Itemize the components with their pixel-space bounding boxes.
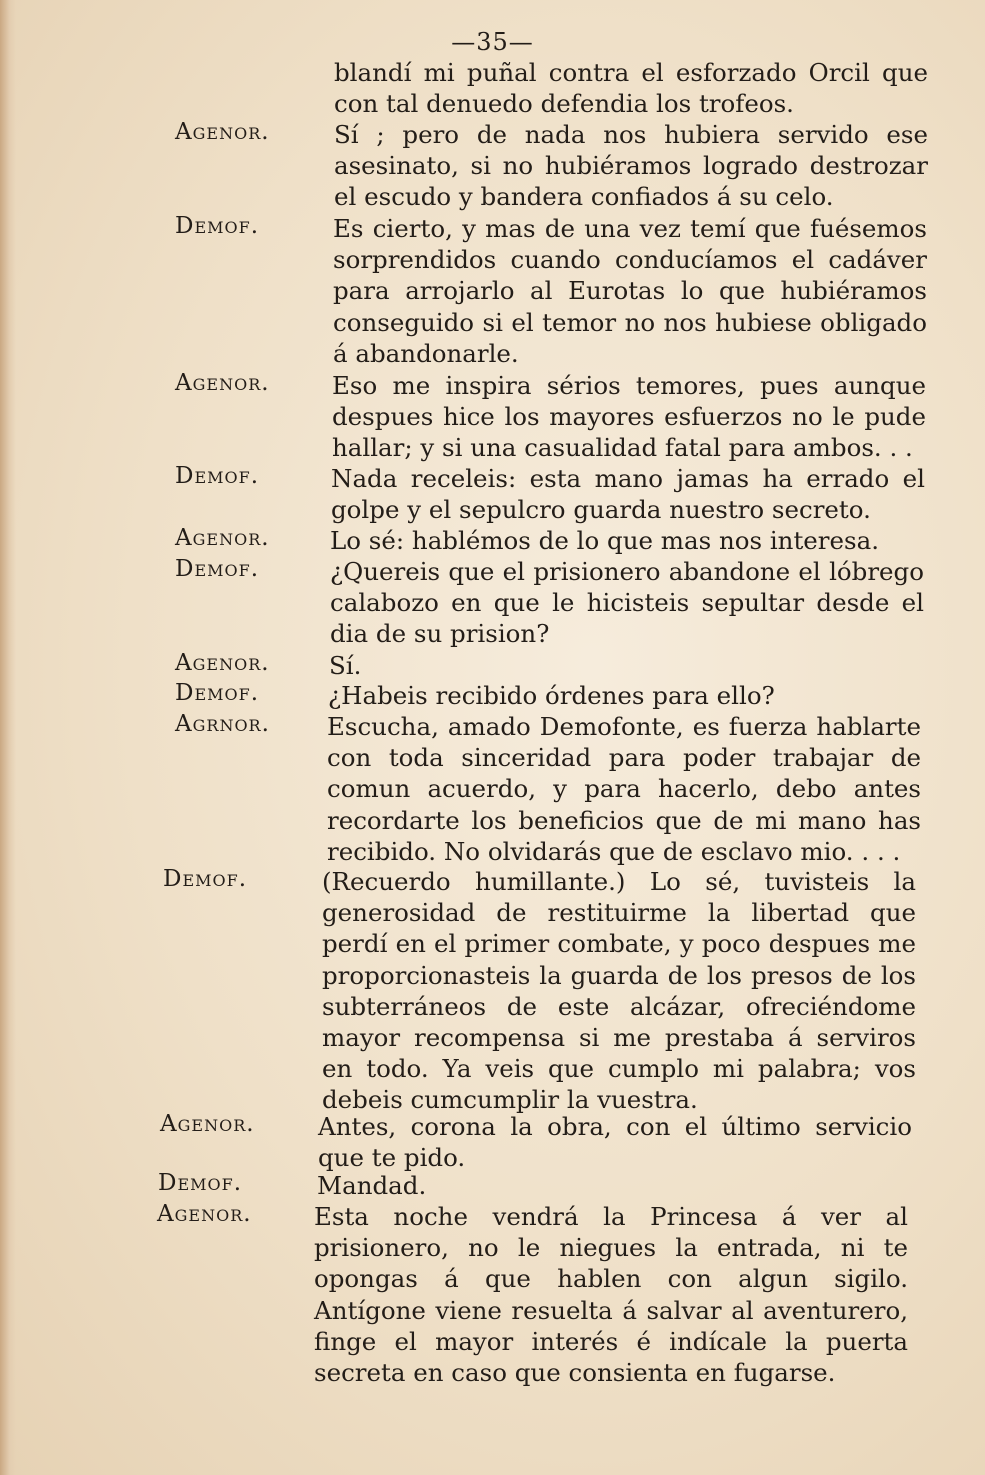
speech-text: Sí ; pero de nada nos hubiera servido ese asesinato, si no hubiéramos logrado destrozar el escudo y bandera confiados á su celo.	[334, 120, 928, 212]
speaker-name: Agenor.	[175, 650, 270, 676]
speech-text: Sí.	[329, 651, 362, 680]
speaker-name: Agrnor.	[175, 711, 270, 737]
speech-text: Lo sé: hablémos de lo que mas nos interesa.	[330, 526, 879, 555]
speech-text: Es cierto, y mas de una vez temí que fuésemos sorprendidos cuando conducíamos el cadáver para arrojarlo al Eurotas lo que hubiéramos conseguido si el temor no nos hubiese obligado á abandonarle.	[333, 214, 927, 368]
speech-text: Nada receleis: esta mano jamas ha errado el golpe y el sepulcro guarda nuestro secreto.	[331, 464, 925, 525]
speaker-name: Agenor.	[160, 1111, 255, 1137]
speech-text: (Recuerdo humillante.) Lo sé, tuvisteis la generosidad de restituirme la libertad que perdí en el primer combate, y poco despues me proporcionasteis la guarda de los presos de los subterráneos de este alcázar, ofreciéndome mayor recompensa si me prestaba á serviros en todo. Ya veis que cumplo mi palabra; vos debeis cumcumplir la vuestra.	[322, 867, 916, 1115]
speaker-name: Demof.	[175, 213, 260, 239]
speaker-name: Demof.	[163, 866, 248, 892]
speaker-name: Agenor.	[157, 1201, 252, 1227]
speech-text: Mandad.	[317, 1171, 427, 1200]
speech-text: blandí mi puñal contra el esforzado Orcil que con tal denuedo defendia los trofeos.	[334, 58, 928, 119]
speaker-name: Demof.	[175, 556, 260, 582]
speaker-name: Demof.	[158, 1170, 243, 1196]
page-number: —35—	[451, 28, 534, 56]
speech-text: Antes, corona la obra, con el último servicio que te pido.	[318, 1112, 912, 1173]
page-binding-edge	[0, 0, 16, 1475]
speech-text: ¿Quereis que el prisionero abandone el lóbrego calabozo en que le hicisteis sepultar desde el dia de su prision?	[330, 557, 924, 649]
speaker-name: Agenor.	[175, 525, 270, 551]
speech-text: Eso me inspira sérios temores, pues aunque despues hice los mayores esfuerzos no le pude hallar; y si una casualidad fatal para ambos. . .	[332, 371, 926, 463]
speaker-name: Demof.	[175, 680, 260, 706]
speaker-name: Demof.	[175, 463, 260, 489]
speaker-name: Agenor.	[175, 119, 270, 145]
speech-text: Escucha, amado Demofonte, es fuerza hablarte con toda sinceridad para poder trabajar de comun acuerdo, y para hacerlo, debo antes recordarte los beneficios que de mi mano has recibido. No olvidarás que de esclavo mio. . . .	[327, 712, 921, 866]
speech-text: ¿Habeis recibido órdenes para ello?	[328, 681, 775, 710]
speaker-name: Agenor.	[175, 370, 270, 396]
speech-text: Esta noche vendrá la Princesa á ver al prisionero, no le niegues la entrada, ni te opongas á que hablen con algun sigilo. Antígone viene resuelta á salvar al aventurero, finge el mayor interés é indícale la puerta secreta en caso que consienta en fugarse.	[314, 1202, 908, 1388]
